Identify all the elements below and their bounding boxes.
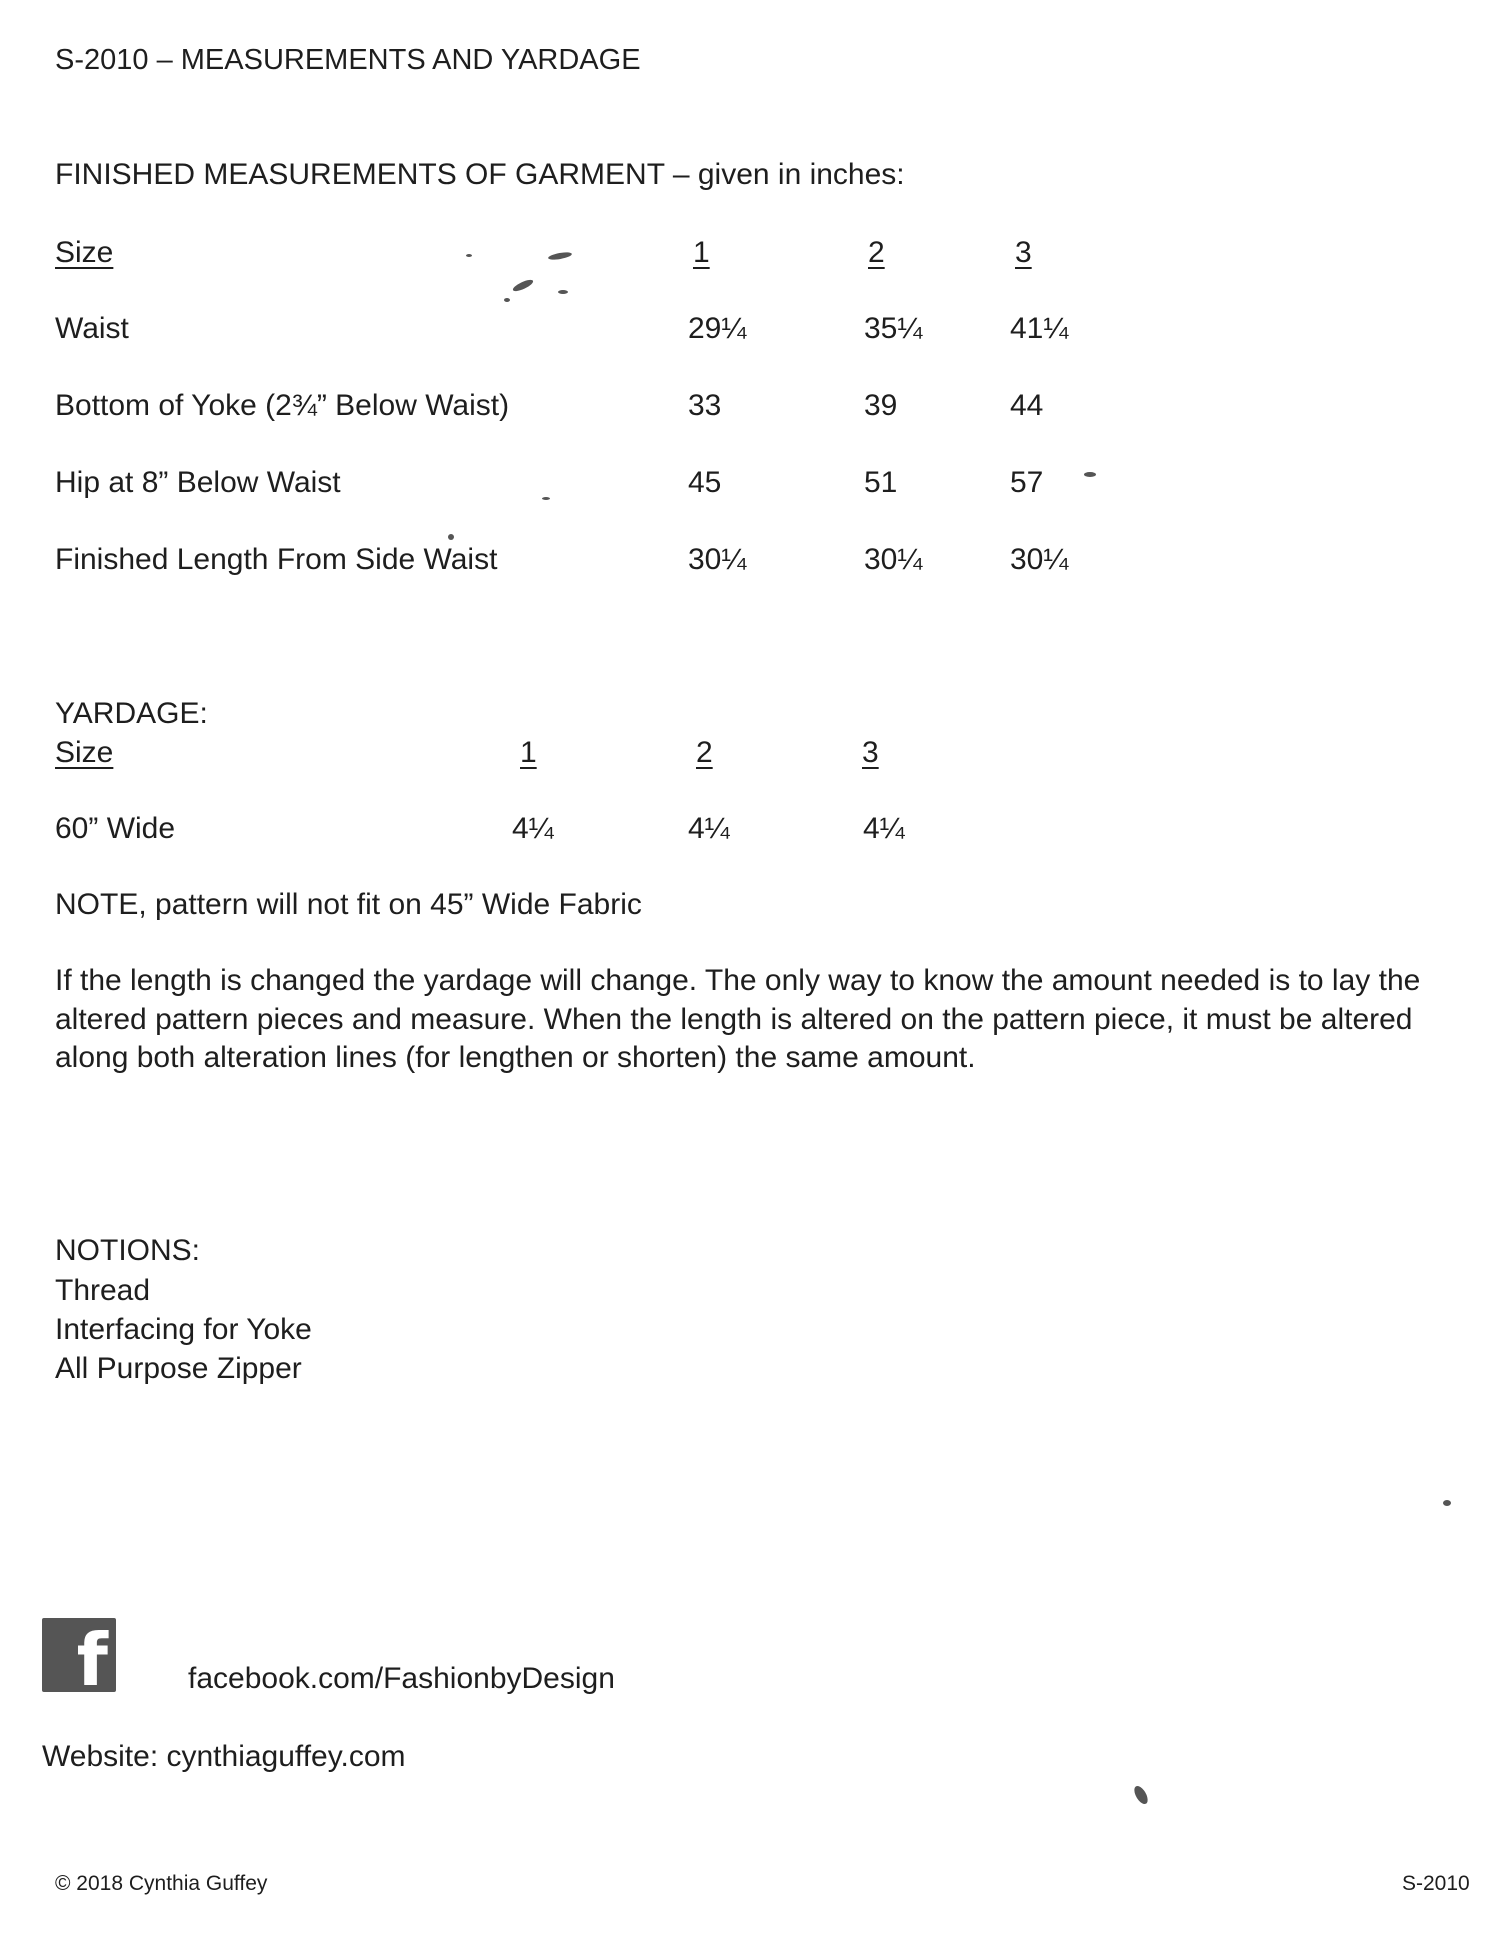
row-value: 41¼ <box>1010 312 1069 345</box>
table-row <box>0 312 1510 352</box>
row-value: 33 <box>688 389 722 422</box>
row-label: Bottom of Yoke (2¾” Below Waist) <box>55 389 510 422</box>
table-row <box>0 812 1510 852</box>
row-value: 29¼ <box>688 312 747 345</box>
fabric-note: NOTE, pattern will not fit on 45” Wide Fabric <box>55 888 642 921</box>
row-value: 44 <box>1010 389 1044 422</box>
website-link[interactable]: Website: cynthiaguffey.com <box>42 1740 406 1773</box>
size-col-1: 1 <box>520 736 537 769</box>
table-row <box>0 466 1510 506</box>
size-col-2: 2 <box>868 236 885 269</box>
list-item: Interfacing for Yoke <box>55 1313 312 1346</box>
row-value: 30¼ <box>688 543 747 576</box>
notions-heading: NOTIONS: <box>55 1234 201 1267</box>
row-value: 4¼ <box>863 812 905 845</box>
yardage-heading: YARDAGE: <box>55 697 208 730</box>
row-value: 30¼ <box>864 543 923 576</box>
size-col-2: 2 <box>696 736 713 769</box>
notions-list <box>55 1271 312 1388</box>
size-col-3: 3 <box>862 736 879 769</box>
row-value: 4¼ <box>688 812 730 845</box>
row-value: 51 <box>864 466 898 499</box>
list-item: All Purpose Zipper <box>55 1352 302 1385</box>
size-header: Size <box>55 236 114 269</box>
row-label: Waist <box>55 312 129 345</box>
row-value: 57 <box>1010 466 1044 499</box>
facebook-link[interactable]: facebook.com/FashionbyDesign <box>188 1662 615 1695</box>
list-item: Thread <box>55 1274 151 1307</box>
table-header-row <box>0 236 1510 276</box>
footer-code: S-2010 <box>1402 1872 1470 1895</box>
size-col-3: 3 <box>1015 236 1032 269</box>
length-change-paragraph: If the length is changed the yardage will change. The only way to know the amount needed is to lay the altered pattern pieces and measure. When the length is altered on the pattern piece, it must be altered along both alteration lines (for lengthen or shorten) the same amount. <box>55 964 1421 1074</box>
row-value: 39 <box>864 389 898 422</box>
row-value: 4¼ <box>512 812 554 845</box>
copyright-text: © 2018 Cynthia Guffey <box>55 1872 268 1895</box>
finished-measurements-heading: FINISHED MEASUREMENTS OF GARMENT – given in inches: <box>55 158 905 191</box>
row-label: Finished Length From Side Waist <box>55 543 498 576</box>
table-row <box>0 389 1510 429</box>
table-row <box>0 543 1510 583</box>
row-value: 30¼ <box>1010 543 1069 576</box>
row-value: 45 <box>688 466 722 499</box>
size-header: Size <box>55 736 114 769</box>
row-label: Hip at 8” Below Waist <box>55 466 341 499</box>
row-label: 60” Wide <box>55 812 176 845</box>
facebook-icon[interactable]: f <box>42 1618 116 1692</box>
row-value: 35¼ <box>864 312 923 345</box>
table-header-row <box>0 736 1510 776</box>
page-title: S-2010 – MEASUREMENTS AND YARDAGE <box>55 44 641 76</box>
size-col-1: 1 <box>693 236 710 269</box>
